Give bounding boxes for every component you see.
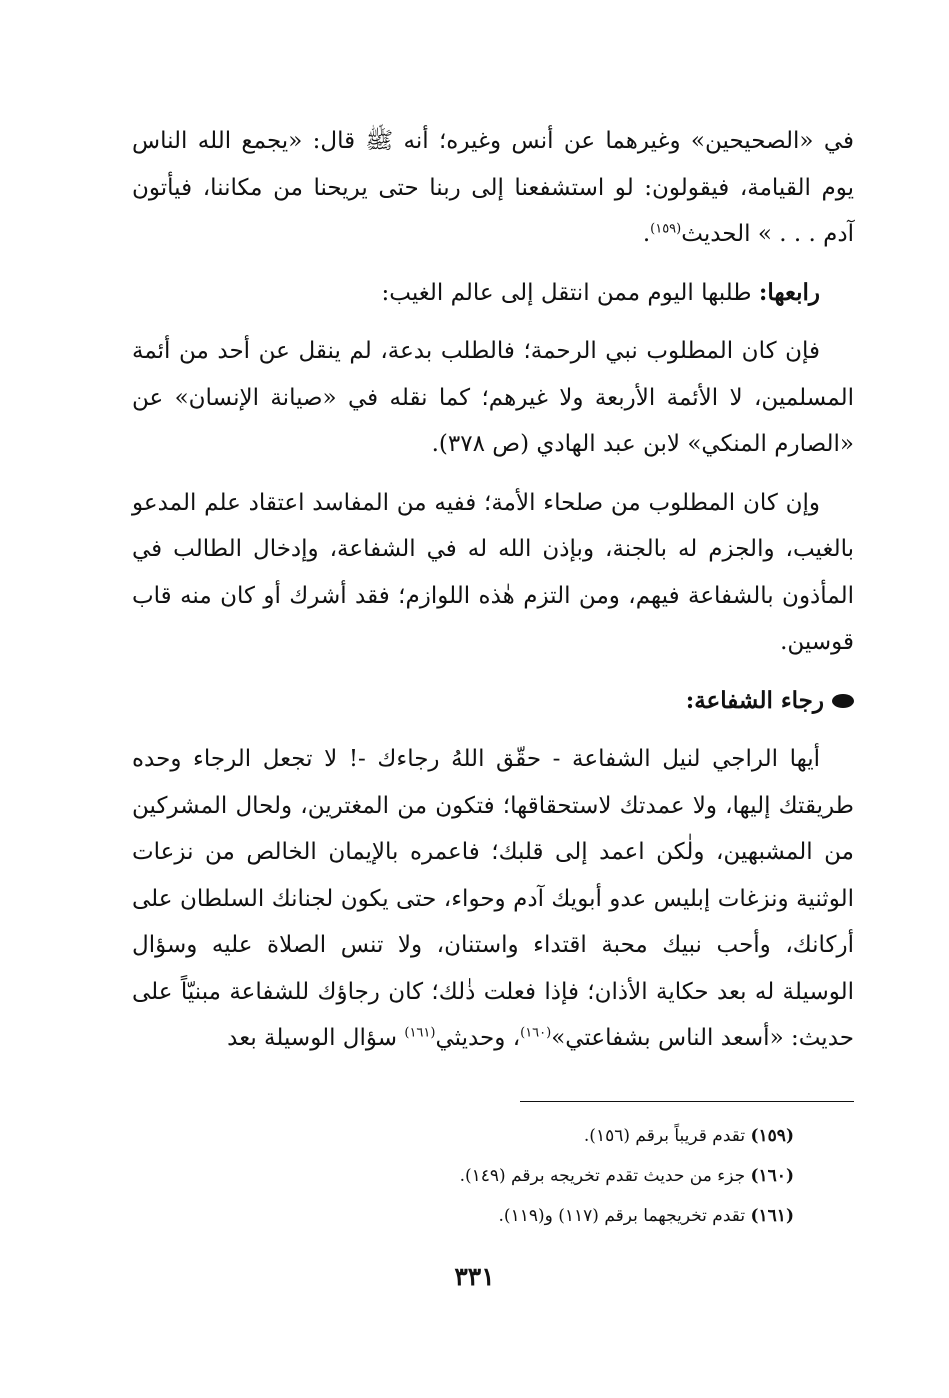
bullet-icon xyxy=(832,694,854,708)
page-body xyxy=(132,118,854,1062)
paragraph-text: في «الصحيحين» وغيرهما عن أنس وغيره؛ أنه ﷺ قال: «يجمع الله الناس يوم القيامة، فيقولون: لو استشفعنا إلى ربنا حتى يريحنا من مكاننا، فيأتون آدم . . . » الحديث xyxy=(132,128,854,247)
paragraph-righteous xyxy=(132,480,854,666)
footnotes xyxy=(132,1116,794,1236)
paragraph-hadith xyxy=(132,118,854,258)
section-heading xyxy=(132,678,854,725)
footnote-text: تقدم تخريجهما برقم (١١٧) و(١١٩). xyxy=(498,1206,746,1226)
footnote-divider xyxy=(520,1101,854,1102)
footnote-item xyxy=(132,1156,794,1196)
footnote-reference: (١٦١) xyxy=(404,1025,436,1041)
paragraph-text: وإن كان المطلوب من صلحاء الأمة؛ ففيه من المفاسد اعتقاد علم المدعو بالغيب، والجزم له بالجنة، وبإذن الله له في الشفاعة، وإدخال الطالب في المأذون بالشفاعة فيهم، ومن التزم هٰذه اللوازم؛ فقد أشرك أو كان منه قاب قوسين. xyxy=(132,489,854,655)
section-heading-text: رجاء الشفاعة: xyxy=(685,686,824,714)
paragraph-text: فإن كان المطلوب نبي الرحمة؛ فالطلب بدعة، لم ينقل عن أحد من أئمة المسلمين، لا الأئمة الأربعة ولا غيرهم؛ كما نقله في «صيانة الإنسان» عن «الصارم المنكي» لابن عبد الهادي (ص ٣٧٨). xyxy=(132,338,854,457)
footnote-reference: (١٥٩) xyxy=(650,221,682,237)
footnote-text: تقدم قريباً برقم (١٥٦). xyxy=(583,1126,746,1146)
paragraph-lead: رابعها: xyxy=(758,278,820,306)
footnote-number: (١٦١) xyxy=(750,1206,794,1226)
footnote-text: جزء من حديث تقدم تخريجه برقم (١٤٩). xyxy=(459,1166,746,1186)
paragraph-text: ، وحديثي xyxy=(435,1025,521,1051)
paragraph-hope xyxy=(132,736,854,1062)
paragraph-tail: . xyxy=(642,221,651,247)
footnote-item xyxy=(132,1116,794,1156)
paragraph-text: طلبها اليوم ممن انتقل إلى عالم الغيب: xyxy=(381,279,752,306)
footnote-number: (١٥٩) xyxy=(750,1126,794,1146)
paragraph-text: سؤال الوسيلة بعد xyxy=(227,1025,405,1051)
footnote-reference: (١٦٠) xyxy=(520,1025,552,1041)
footnote-number: (١٦٠) xyxy=(750,1166,794,1186)
page-number: ٣٣١ xyxy=(454,1262,495,1291)
footnote-item xyxy=(132,1196,794,1236)
paragraph-text: أيها الراجي لنيل الشفاعة - حقّق اللهُ رجاءك -! لا تجعل الرجاء وحده طريقتك إليها، ولا عمدتك لاستحقاقها؛ فتكون من المغترين، ولحال المشركين من المشبهين، ولٰكن اعمد إلى قلبك؛ فاعمره بالإيمان الخالص من نزعات الوثنية ونزغات إبليس عدو أبويك آدم وحواء، حتى يكون لجنانك السلطان على أركانك، وأحب نبيك محبة اقتداء واستنان، ولا تنس الصلاة عليه وسؤال الوسيلة له بعد حكاية الأذان؛ فإذا فعلت ذٰلك؛ كان رجاؤك للشفاعة مبنيّاً على حديث: «أسعد الناس بشفاعتي» xyxy=(132,746,854,1051)
paragraph-fourth xyxy=(132,270,854,317)
paragraph-prophet xyxy=(132,328,854,468)
